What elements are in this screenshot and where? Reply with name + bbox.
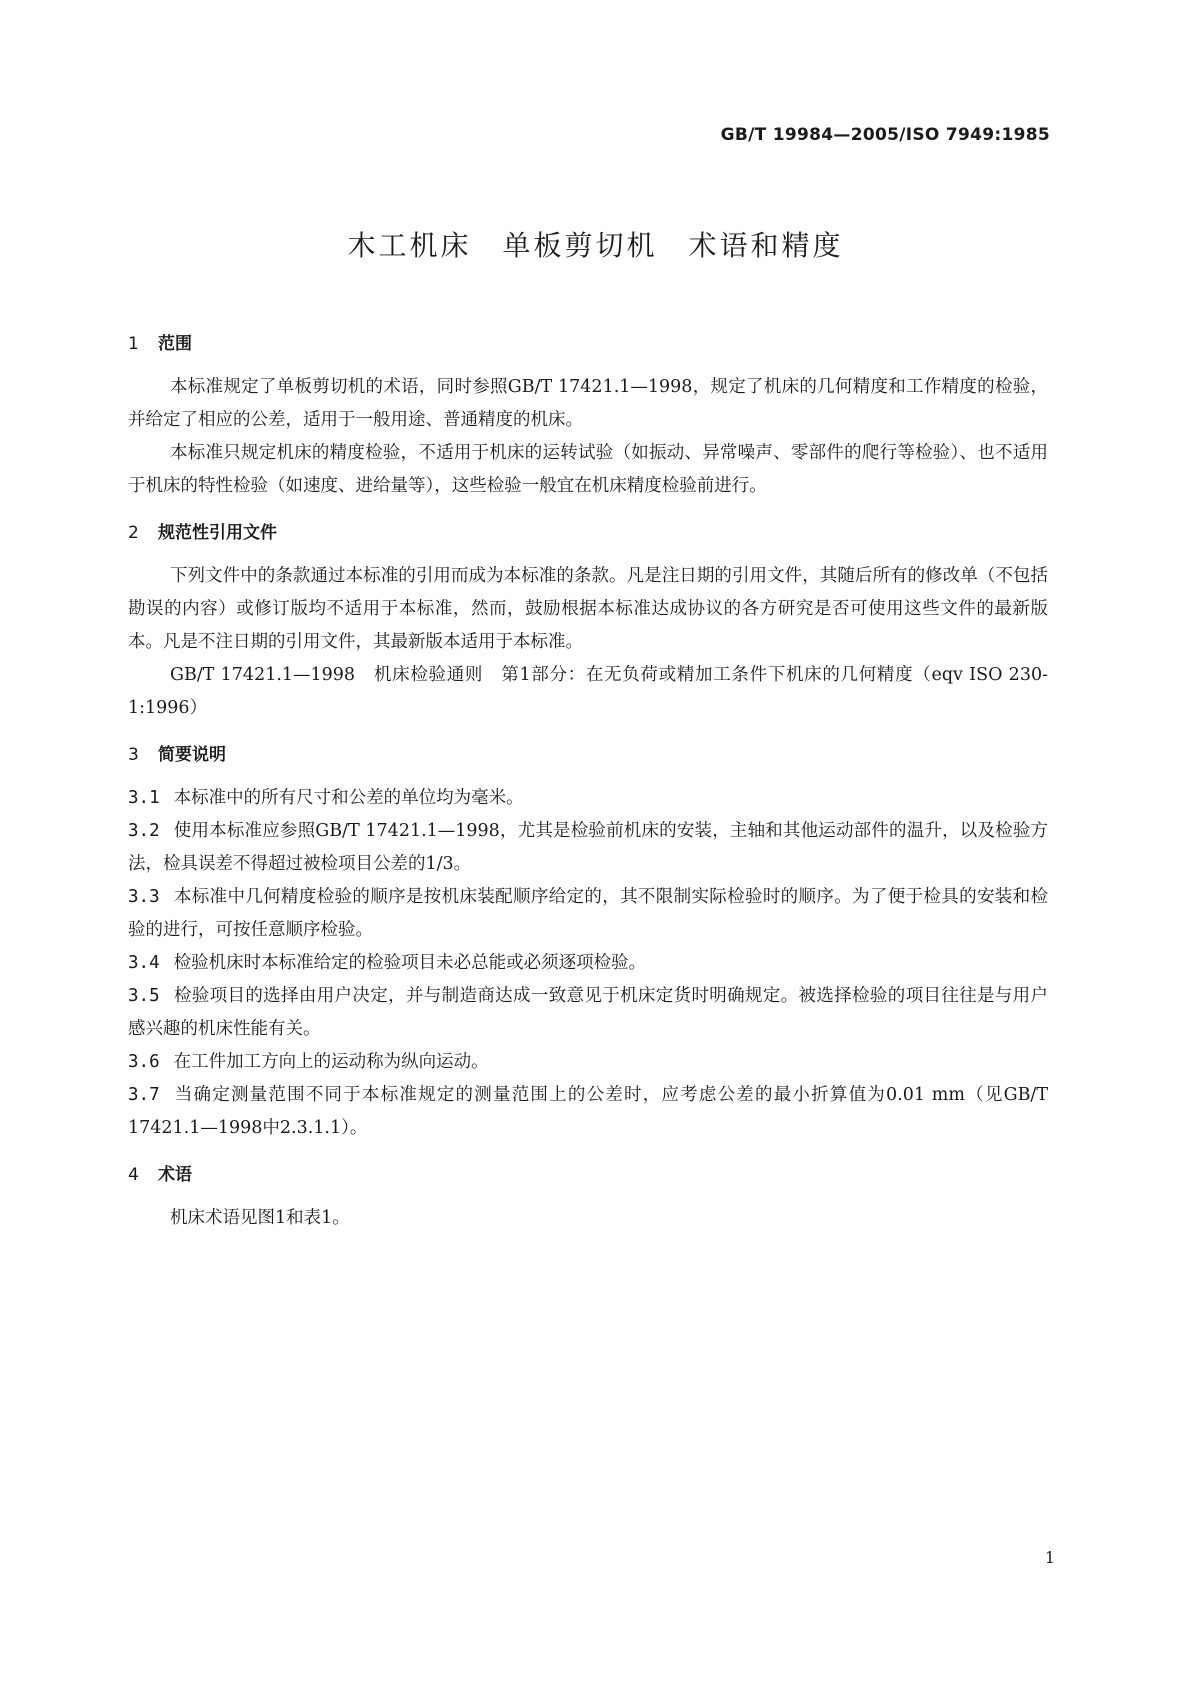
clause-item bbox=[128, 782, 1048, 815]
section-heading-scope bbox=[128, 328, 1048, 361]
clause-text: 检验机床时本标准给定的检验项目未必总能或必须逐项检验。 bbox=[173, 953, 647, 973]
paragraph: 机床术语见图1和表1。 bbox=[170, 1208, 350, 1228]
clause-number: 3.7 bbox=[128, 1085, 160, 1105]
section-number: 1 bbox=[128, 334, 139, 354]
normative-reference: GB/T 17421.1—1998 机床检验通则 第1部分：在无负荷或精加工条件下机床的几何精度（eqv ISO 230-1:1996） bbox=[128, 665, 1048, 718]
standard-code: GB/T 19984—2005/ISO 7949:1985 bbox=[720, 125, 1050, 145]
clause-item bbox=[128, 947, 1048, 980]
clause-number: 3.3 bbox=[128, 887, 160, 907]
clause-item bbox=[128, 980, 1048, 1046]
clause-number: 3.4 bbox=[128, 953, 160, 973]
clause-item bbox=[128, 1046, 1048, 1079]
clause-text: 在工件加工方向上的运动称为纵向运动。 bbox=[173, 1052, 489, 1072]
section-title: 范围 bbox=[158, 334, 192, 354]
clause-number: 3.2 bbox=[128, 821, 160, 841]
clause-number: 3.6 bbox=[128, 1052, 160, 1072]
section-number: 4 bbox=[128, 1165, 139, 1185]
section-number: 3 bbox=[128, 745, 139, 765]
clause-text: 本标准中的所有尺寸和公差的单位均为毫米。 bbox=[173, 788, 524, 808]
document-body bbox=[128, 328, 1048, 1235]
section-title: 简要说明 bbox=[158, 745, 226, 765]
section-title: 术语 bbox=[158, 1165, 192, 1185]
clause-text: 使用本标准应参照GB/T 17421.1—1998，尤其是检验前机床的安装，主轴和其他运动部件的温升，以及检验方法，检具误差不得超过被检项目公差的1/3。 bbox=[128, 821, 1048, 874]
clause-text: 检验项目的选择由用户决定，并与制造商达成一致意见于机床定货时明确规定。被选择检验的项目往往是与用户感兴趣的机床性能有关。 bbox=[128, 986, 1048, 1039]
document-title: 木工机床 单板剪切机 术语和精度 bbox=[347, 229, 844, 262]
section-heading-brief-notes bbox=[128, 739, 1048, 772]
paragraph: 下列文件中的条款通过本标准的引用而成为本标准的条款。凡是注日期的引用文件，其随后所有的修改单（不包括勘误的内容）或修订版均不适用于本标准，然而，鼓励根据本标准达成协议的各方研究是否可使用这些文件的最新版本。凡是不注日期的引用文件，其最新版本适用于本标准。 bbox=[128, 566, 1048, 652]
paragraph: 本标准规定了单板剪切机的术语，同时参照GB/T 17421.1—1998，规定了机床的几何精度和工作精度的检验，并给定了相应的公差，适用于一般用途、普通精度的机床。 bbox=[128, 377, 1048, 430]
clause-item bbox=[128, 881, 1048, 947]
page-number: 1 bbox=[1044, 1548, 1055, 1567]
clause-number: 3.5 bbox=[128, 986, 160, 1006]
section-heading-normative-references bbox=[128, 517, 1048, 550]
clause-text: 本标准中几何精度检验的顺序是按机床装配顺序给定的，其不限制实际检验时的顺序。为了便于检具的安装和检验的进行，可按任意顺序检验。 bbox=[128, 887, 1048, 940]
clause-item bbox=[128, 815, 1048, 881]
clause-item bbox=[128, 1079, 1048, 1145]
section-number: 2 bbox=[128, 523, 139, 543]
clause-number: 3.1 bbox=[128, 788, 160, 808]
section-title: 规范性引用文件 bbox=[158, 523, 277, 543]
section-heading-terms bbox=[128, 1159, 1048, 1192]
paragraph: 本标准只规定机床的精度检验，不适用于机床的运转试验（如振动、异常噪声、零部件的爬行等检验）、也不适用于机床的特性检验（如速度、进给量等），这些检验一般宜在机床精度检验前进行。 bbox=[128, 443, 1048, 496]
clause-text: 当确定测量范围不同于本标准规定的测量范围上的公差时，应考虑公差的最小折算值为0.01 mm（见GB/T 17421.1—1998中2.3.1.1）。 bbox=[128, 1085, 1048, 1138]
